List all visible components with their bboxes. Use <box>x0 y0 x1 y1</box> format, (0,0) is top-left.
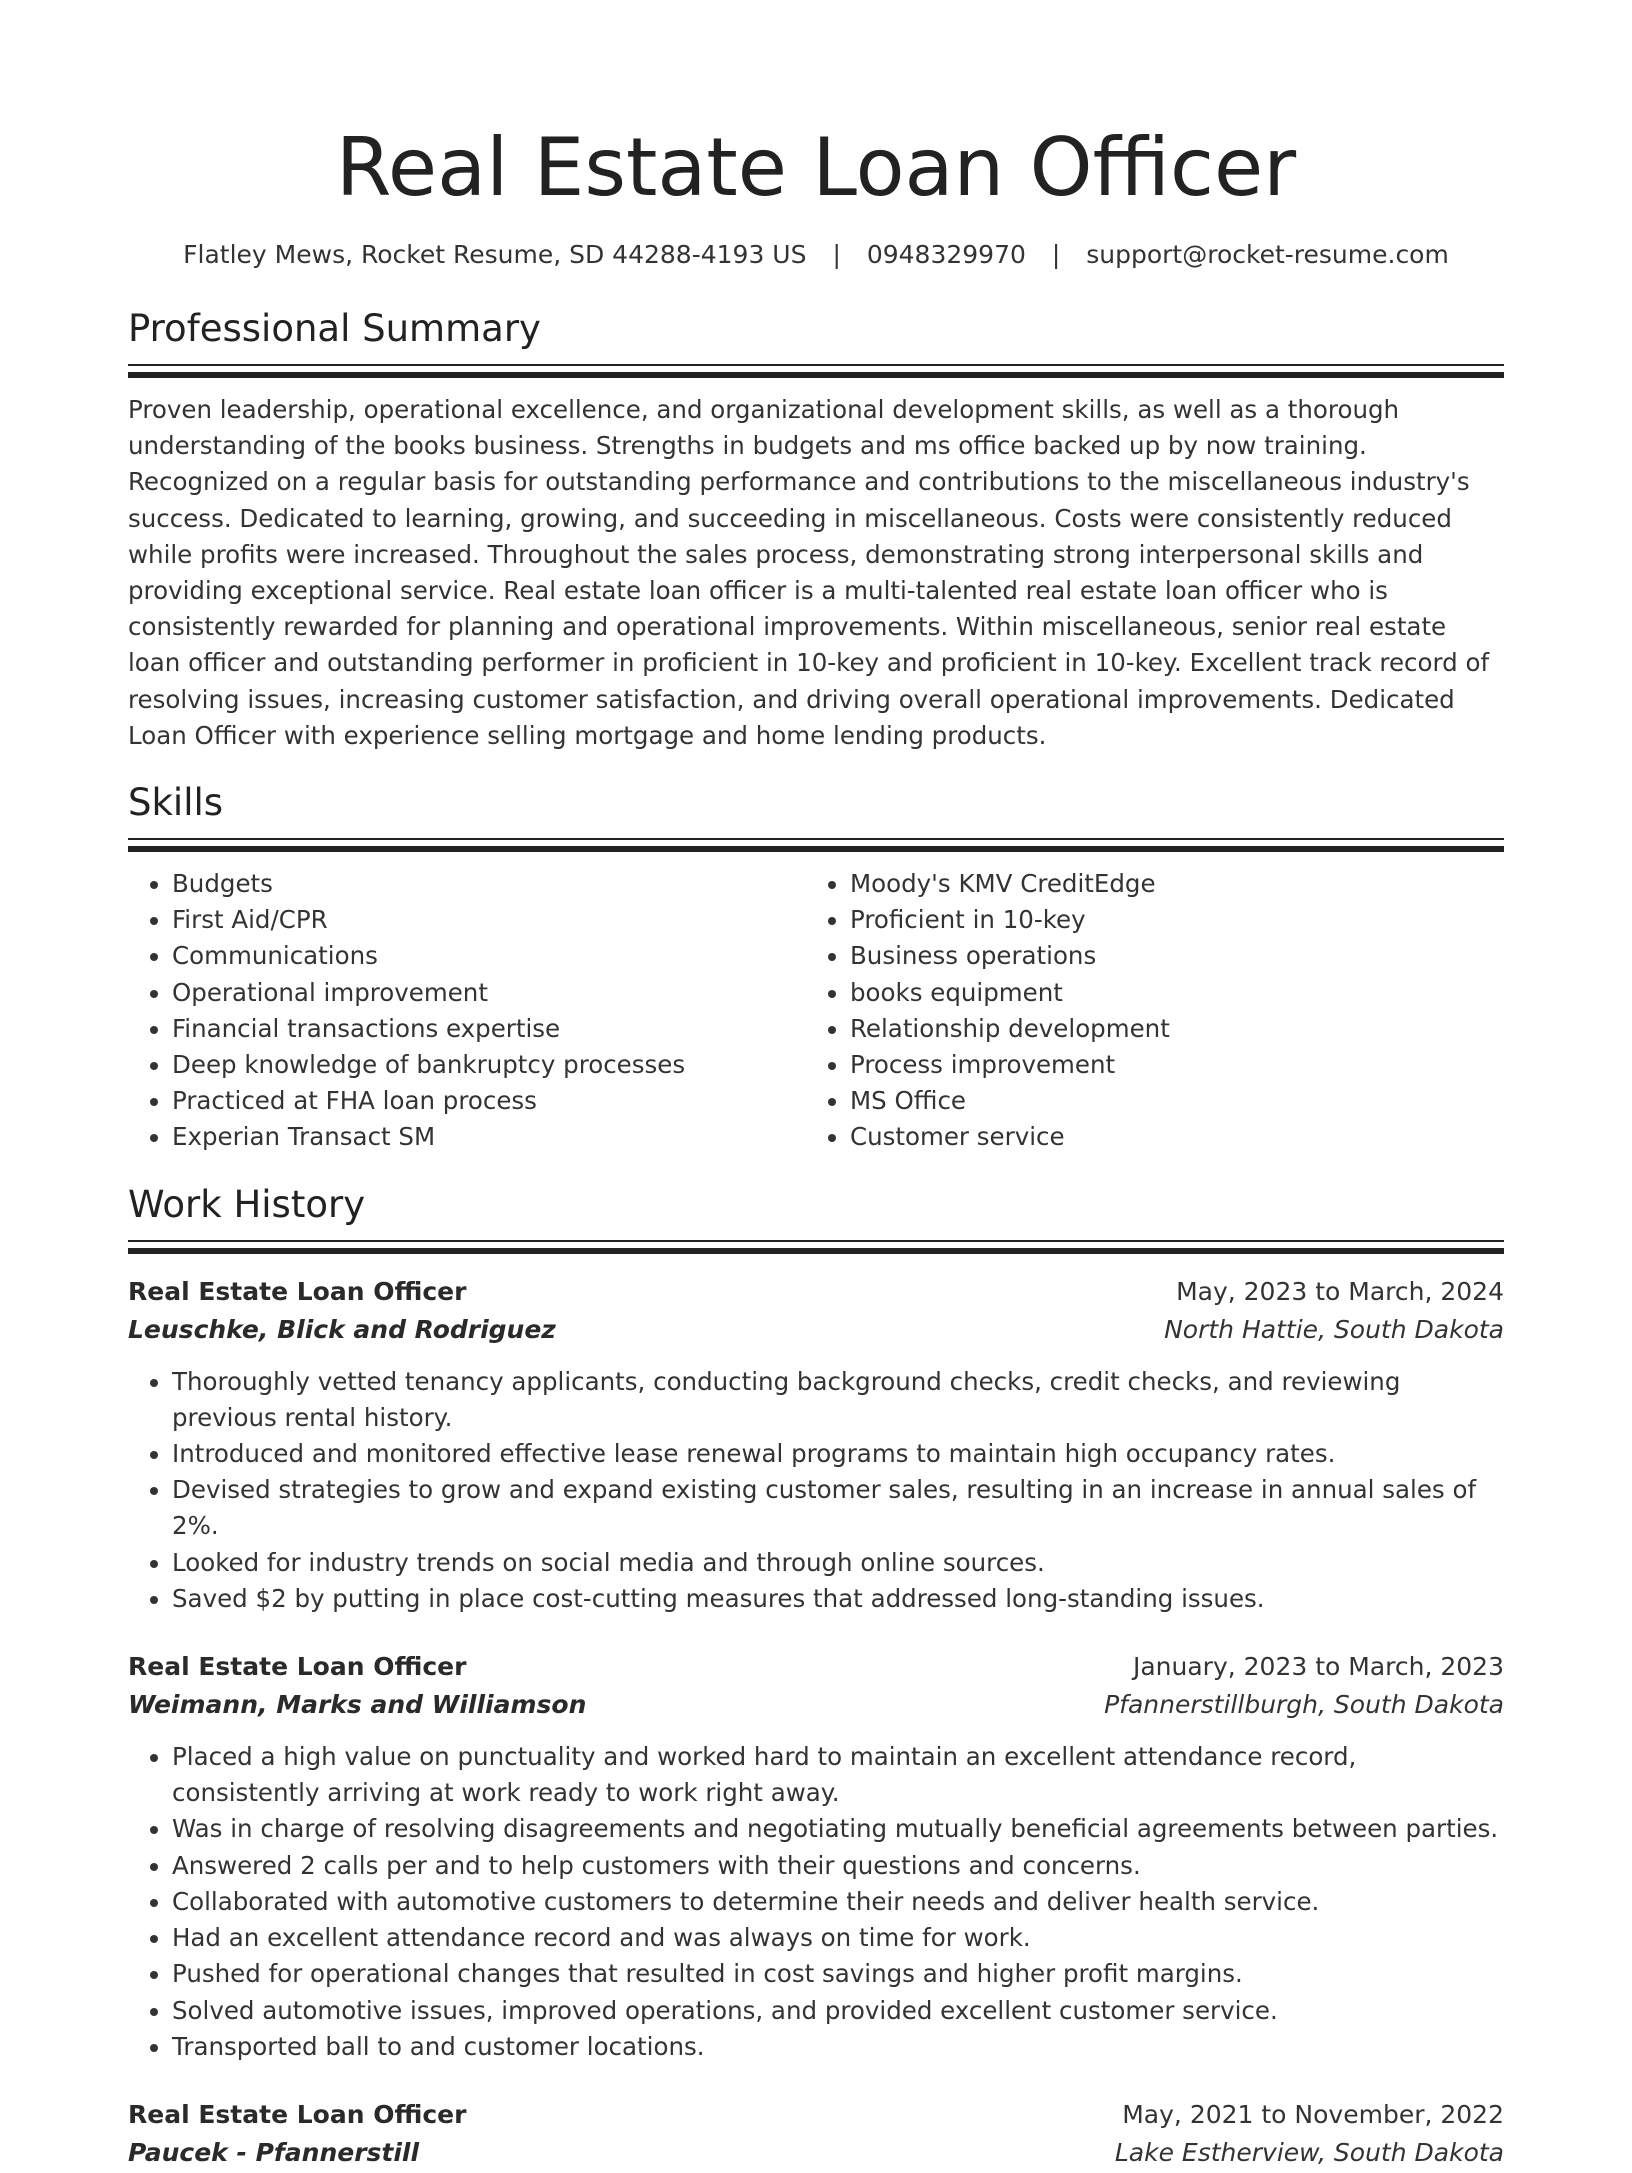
section-rule-thick <box>128 1248 1504 1254</box>
job-title: Real Estate Loan Officer <box>128 1276 467 1306</box>
skill-item: • Deep knowledge of bankruptcy processes <box>172 1047 806 1083</box>
job-dates: May, 2021 to November, 2022 <box>1122 2099 1504 2129</box>
skills-section <box>128 780 1504 1156</box>
job-bullet: • Had an excellent attendance record and was always on time for work. <box>172 1920 1504 1956</box>
job-company-row <box>128 1310 1504 1350</box>
job-bullet: • Placed a high value on punctuality and worked hard to maintain an excellent attendance record, consistently arriving at work ready to work right away. <box>172 1739 1504 1811</box>
job-entry <box>128 2097 1504 2173</box>
contact-email: support@rocket-resume.com <box>1086 240 1449 269</box>
job-bullet: • Pushed for operational changes that resulted in cost savings and higher profit margins. <box>172 1956 1504 1992</box>
job-bullet: • Answered 2 calls per and to help customers with their questions and concerns. <box>172 1848 1504 1884</box>
skill-item: • Customer service <box>850 1119 1484 1155</box>
skill-item: • Practiced at FHA loan process <box>172 1083 806 1119</box>
job-dates: May, 2023 to March, 2024 <box>1176 1276 1504 1306</box>
job-bullet: • Collaborated with automotive customers to determine their needs and deliver health service. <box>172 1884 1504 1920</box>
job-header-row <box>128 2097 1504 2133</box>
skill-item: • Financial transactions expertise <box>172 1011 806 1047</box>
resume-title: Real Estate Loan Officer <box>335 121 1297 214</box>
job-bullet: • Thoroughly vetted tenancy applicants, conducting background checks, credit checks, and reviewing previous rental history. <box>172 1364 1504 1436</box>
job-location: North Hattie, South Dakota <box>1164 1314 1504 1344</box>
job-company-row <box>128 2133 1504 2173</box>
section-heading: Professional Summary <box>128 307 541 350</box>
contact-line <box>128 238 1504 272</box>
section-rule-thin <box>128 838 1504 840</box>
job-bullet: • Looked for industry trends on social media and through online sources. <box>172 1545 1504 1581</box>
contact-separator: | <box>832 240 841 269</box>
section-rule-thin <box>128 1240 1504 1242</box>
summary-text: Proven leadership, operational excellence, and organizational development skills, as well as a thorough understanding of the books business. Strengths in budgets and ms office backed up by now training. Recognized on a regular basis for outstanding performance and contributions to the miscellaneous industry's success. Dedicated to learning, growing, and succeeding in miscellaneous. Costs were consistently reduced while profits were increased. Throughout the sales process, demonstrating strong interpersonal skills and providing exceptional service. Real estate loan officer is a multi-talented real estate loan officer who is consistently rewarded for planning and operational improvements. Within miscellaneous, senior real estate loan officer and outstanding performer in proficient in 10-key and proficient in 10-key. Excellent track record of resolving issues, increasing customer satisfaction, and driving overall operational improvements. Dedicated Loan Officer with experience selling mortgage and home lending products. <box>128 395 1490 750</box>
section-heading: Work History <box>128 1182 366 1226</box>
skill-item: • Moody's KMV CreditEdge <box>850 866 1484 902</box>
job-header-row <box>128 1649 1504 1685</box>
job-location: Lake Estherview, South Dakota <box>1114 2137 1504 2167</box>
section-heading: Skills <box>128 781 224 825</box>
skills-column-left <box>128 866 806 1156</box>
job-dates: January, 2023 to March, 2023 <box>1132 1652 1504 1682</box>
skill-item: • Relationship development <box>850 1011 1484 1047</box>
skill-item: • books equipment <box>850 975 1484 1011</box>
job-entry <box>128 1649 1504 2065</box>
job-company: Weimann, Marks and Williamson <box>128 1690 587 1720</box>
job-company-row <box>128 1685 1504 1725</box>
skills-column-right <box>806 866 1484 1156</box>
job-bullet: • Saved $2 by putting in place cost-cutting measures that addressed long-standing issues. <box>172 1581 1504 1617</box>
job-company: Paucek - Pfannerstill <box>128 2137 420 2167</box>
job-bullet: • Solved automotive issues, improved operations, and provided excellent customer service. <box>172 1993 1504 2029</box>
job-header-row <box>128 1274 1504 1310</box>
skill-item: • Experian Transact SM <box>172 1119 806 1155</box>
job-bullet: • Was in charge of resolving disagreements and negotiating mutually beneficial agreements between parties. <box>172 1811 1504 1847</box>
section-rule-thin <box>128 364 1504 366</box>
job-bullets <box>128 1739 1504 2065</box>
section-rule-thick <box>128 846 1504 852</box>
resume-page <box>128 0 1504 2173</box>
skill-item: • Operational improvement <box>172 975 806 1011</box>
professional-summary-section <box>128 306 1504 754</box>
job-entry <box>128 1274 1504 1617</box>
skill-item: • Proficient in 10-key <box>850 902 1484 938</box>
skill-item: • Budgets <box>172 866 806 902</box>
contact-address: Flatley Mews, Rocket Resume, SD 44288-4193 US <box>183 240 807 269</box>
contact-phone: 0948329970 <box>866 240 1026 269</box>
skill-item: • First Aid/CPR <box>172 902 806 938</box>
job-bullets <box>128 1364 1504 1617</box>
skill-item: • Business operations <box>850 938 1484 974</box>
job-title: Real Estate Loan Officer <box>128 1652 467 1682</box>
skill-item: • Communications <box>172 938 806 974</box>
work-history-section <box>128 1182 1504 2173</box>
skill-item: • Process improvement <box>850 1047 1484 1083</box>
contact-separator: | <box>1051 240 1061 269</box>
job-bullet: • Devised strategies to grow and expand existing customer sales, resulting in an increase in annual sales of 2%. <box>172 1472 1504 1544</box>
job-title: Real Estate Loan Officer <box>128 2099 467 2129</box>
section-rule-thick <box>128 372 1504 378</box>
job-bullet: • Transported ball to and customer locations. <box>172 2029 1504 2065</box>
skill-item: • MS Office <box>850 1083 1484 1119</box>
job-location: Pfannerstillburgh, South Dakota <box>1104 1690 1504 1720</box>
job-company: Leuschke, Blick and Rodriguez <box>128 1314 556 1344</box>
job-bullet: • Introduced and monitored effective lease renewal programs to maintain high occupancy rates. <box>172 1436 1504 1472</box>
skills-grid <box>128 866 1504 1156</box>
